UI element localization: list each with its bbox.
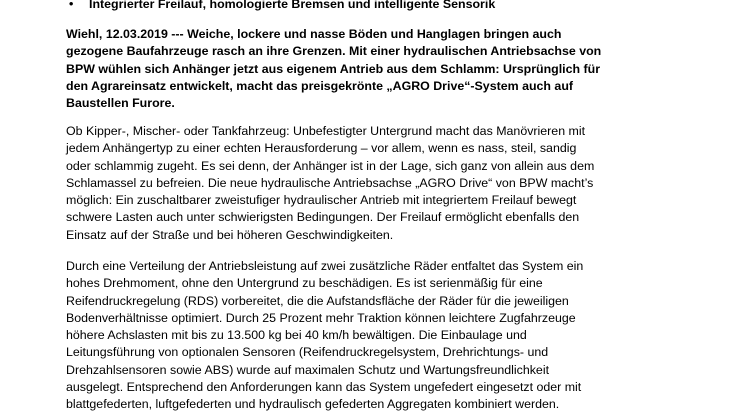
paragraph-line: Leitungsführung von optionalen Sensoren (Reifendruckregelsystem, Drehrichtungs- und [66, 345, 549, 360]
body-paragraph-2 [66, 258, 706, 414]
paragraph-line: Reifendruckregelung (RDS) vorbereitet, die die Aufstandsfläche der Räder für die jeweiligen [66, 293, 569, 308]
lead-line: den Agrareinsatz entwickelt, macht das preisgekrönte „AGRO Drive“-System auch auf [66, 78, 574, 93]
paragraph-line: höhere Achslasten mit bis zu 13.500 kg bei 40 km/h bewältigen. Die Einbaulage und [66, 328, 527, 343]
bullet-text: Integrierter Freilauf, homologierte Bremsen und intelligente Sensorik [89, 0, 496, 11]
paragraph-line: Einsatz auf der Straße und bei höheren Geschwindigkeiten. [66, 227, 394, 242]
lead-line: Wiehl, 12.03.2019 --- Weiche, lockere und nasse Böden und Hanglagen bringen auch [66, 27, 562, 41]
paragraph-line: Schlamassel zu befreien. Die neue hydraulische Antriebsachse „AGRO Drive“ von BPW macht’s [66, 175, 594, 190]
paragraph-line: Drehzahlsensoren sowie ABS) wurde auf maximalen Schutz und Wartungsfreundlichkeit [66, 362, 550, 377]
body-paragraph-1 [66, 123, 706, 244]
paragraph-line: Bodenverhältnisse optimiert. Durch 25 Prozent mehr Traktion können leichtere Zugfahrzeuge [66, 310, 576, 325]
paragraph-line: oder schlammig zugeht. Es sei denn, der Anhänger ist in der Lage, sich ganz von allein aus dem [66, 158, 595, 173]
paragraph-line: blattgefederten, luftgefederten und hydraulisch gefederten Aggregaten kombiniert werden. [66, 397, 560, 412]
lead-line: BPW wühlen sich Anhänger jetzt aus eigenem Antrieb aus dem Schlamm: Ursprünglich für [66, 61, 601, 76]
bullet-item [69, 0, 729, 13]
paragraph-line: hohes Drehmoment, ohne den Untergrund zu beschädigen. Es ist serienmäßig für eine [66, 276, 543, 291]
lead-line: Baustellen Furore. [66, 96, 175, 111]
paragraph-line: Durch eine Verteilung der Antriebsleistung auf zwei zusätzliche Räder entfaltet das System ein [66, 259, 584, 273]
paragraph-line: schwere Lasten auch unter schwierigsten Bedingungen. Der Freilauf ermöglicht ebenfalls den [66, 210, 580, 225]
paragraph-line: jedem Anhängertyp zu einer echten Herausforderung – vor allem, wenn es nass, steil, sandig [66, 141, 577, 156]
paragraph-line: möglich: Ein zuschaltbarer zweistufiger hydraulischer Antrieb mit integriertem Freilauf bewegt [66, 193, 577, 208]
lead-line: gezogene Baufahrzeuge rasch an ihre Grenzen. Mit einer hydraulischen Antriebsachse von [66, 44, 602, 59]
bullet-icon: • [69, 0, 74, 11]
paragraph-line: ausgelegt. Entsprechend den Anforderungen kann das System ungefedert eingesetzt oder mit [66, 380, 582, 395]
paragraph-line: Ob Kipper-, Mischer- oder Tankfahrzeug: Unbefestigter Untergrund macht das Manövrieren mit [66, 124, 586, 138]
lead-paragraph [66, 26, 706, 112]
